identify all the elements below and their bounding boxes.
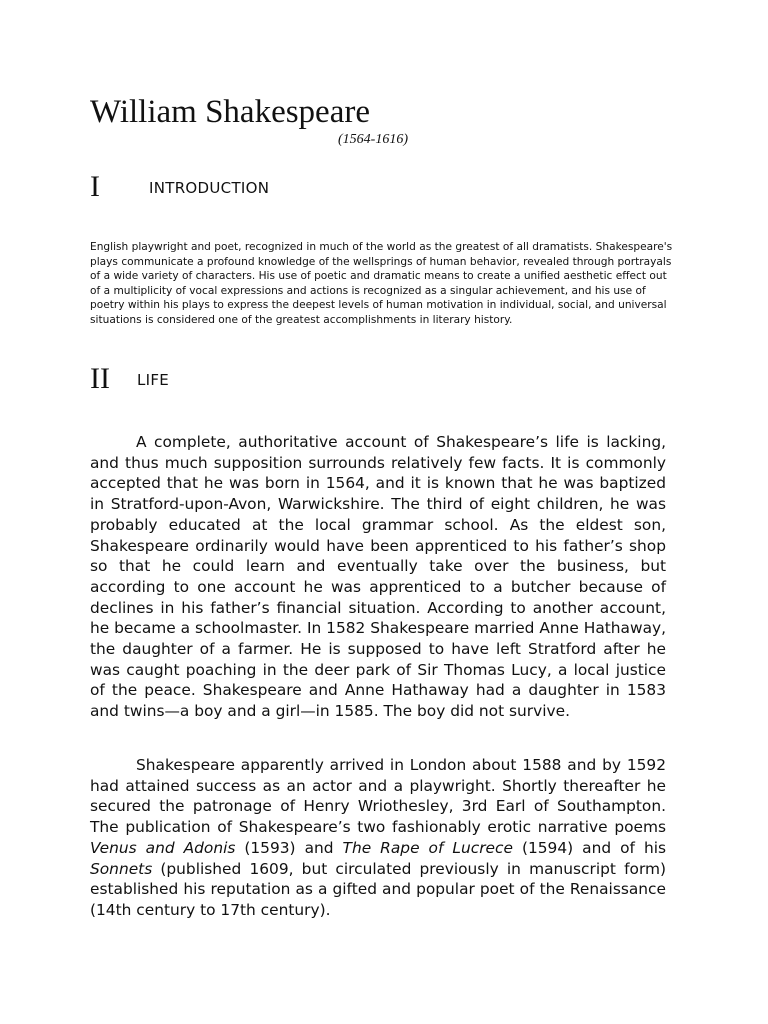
lifespan-dates: (1564-1616) [338, 132, 408, 147]
life-paragraph-2 [90, 755, 666, 921]
paragraph-text: Shakespeare apparently arrived in London about 1588 and by 1592 had attained success as an actor and a playwright. Shortly thereafter he secured the patronage of Henry Wriothesley, 3rd Earl of Southampton. The publication of Shakespeare’s two fashionably erotic narrative poems [90, 756, 666, 837]
section-heading-life: LIFE [137, 371, 170, 389]
work-title-sonnets: Sonnets [90, 859, 153, 878]
section-numeral-life: II [90, 362, 110, 395]
section-numeral-introduction: I [90, 170, 100, 203]
section-heading-introduction: INTRODUCTION [149, 179, 270, 197]
paragraph-text: (published 1609, but circulated previously in manuscript form) established his reputation as a gifted and popular poet of the Renaissance (14th century to 17th century). [90, 859, 666, 919]
life-paragraph-1: A complete, authoritative account of Shakespeare’s life is lacking, and thus much supposition surrounds relatively few facts. It is commonly accepted that he was born in 1564, and it is known that he was baptized in Stratford-upon-Avon, Warwickshire. The third of eight children, he was probably educated at the local grammar school. As the eldest son, Shakespeare ordinarily would have been apprenticed to his father’s shop so that he could learn and eventually take over the business, but according to one account he was apprenticed to a butcher because of declines in his father’s financial situation. According to another account, he became a schoolmaster. In 1582 Shakespeare married Anne Hathaway, the daughter of a farmer. He is supposed to have left Stratford after he was caught poaching in the deer park of Sir Thomas Lucy, a local justice of the peace. Shakespeare and Anne Hathaway had a daughter in 1583 and twins—a boy and a girl—in 1585. The boy did not survive. [90, 433, 666, 721]
introduction-paragraph: English playwright and poet, recognized in much of the world as the greatest of all dramatists. Shakespeare's plays communicate a profound knowledge of the wellsprings of human behavior, revealed through portrayals of a wide variety of characters. His use of poetic and dramatic means to create a unified aesthetic effect out of a multiplicity of vocal expressions and actions is recognized as a singular achievement, and his use of poetry within his plays to express the deepest levels of human motivation in individual, social, and universal situations is considered one of the greatest accomplishments in literary history. [90, 241, 673, 326]
work-title-rape-of-lucrece: The Rape of Lucrece [342, 838, 513, 857]
paragraph-text: (1594) and of his [512, 838, 667, 857]
document-title: William Shakespeare [90, 94, 370, 130]
paragraph-text: (1593) and [235, 838, 343, 857]
work-title-venus-and-adonis: Venus and Adonis [90, 838, 236, 857]
